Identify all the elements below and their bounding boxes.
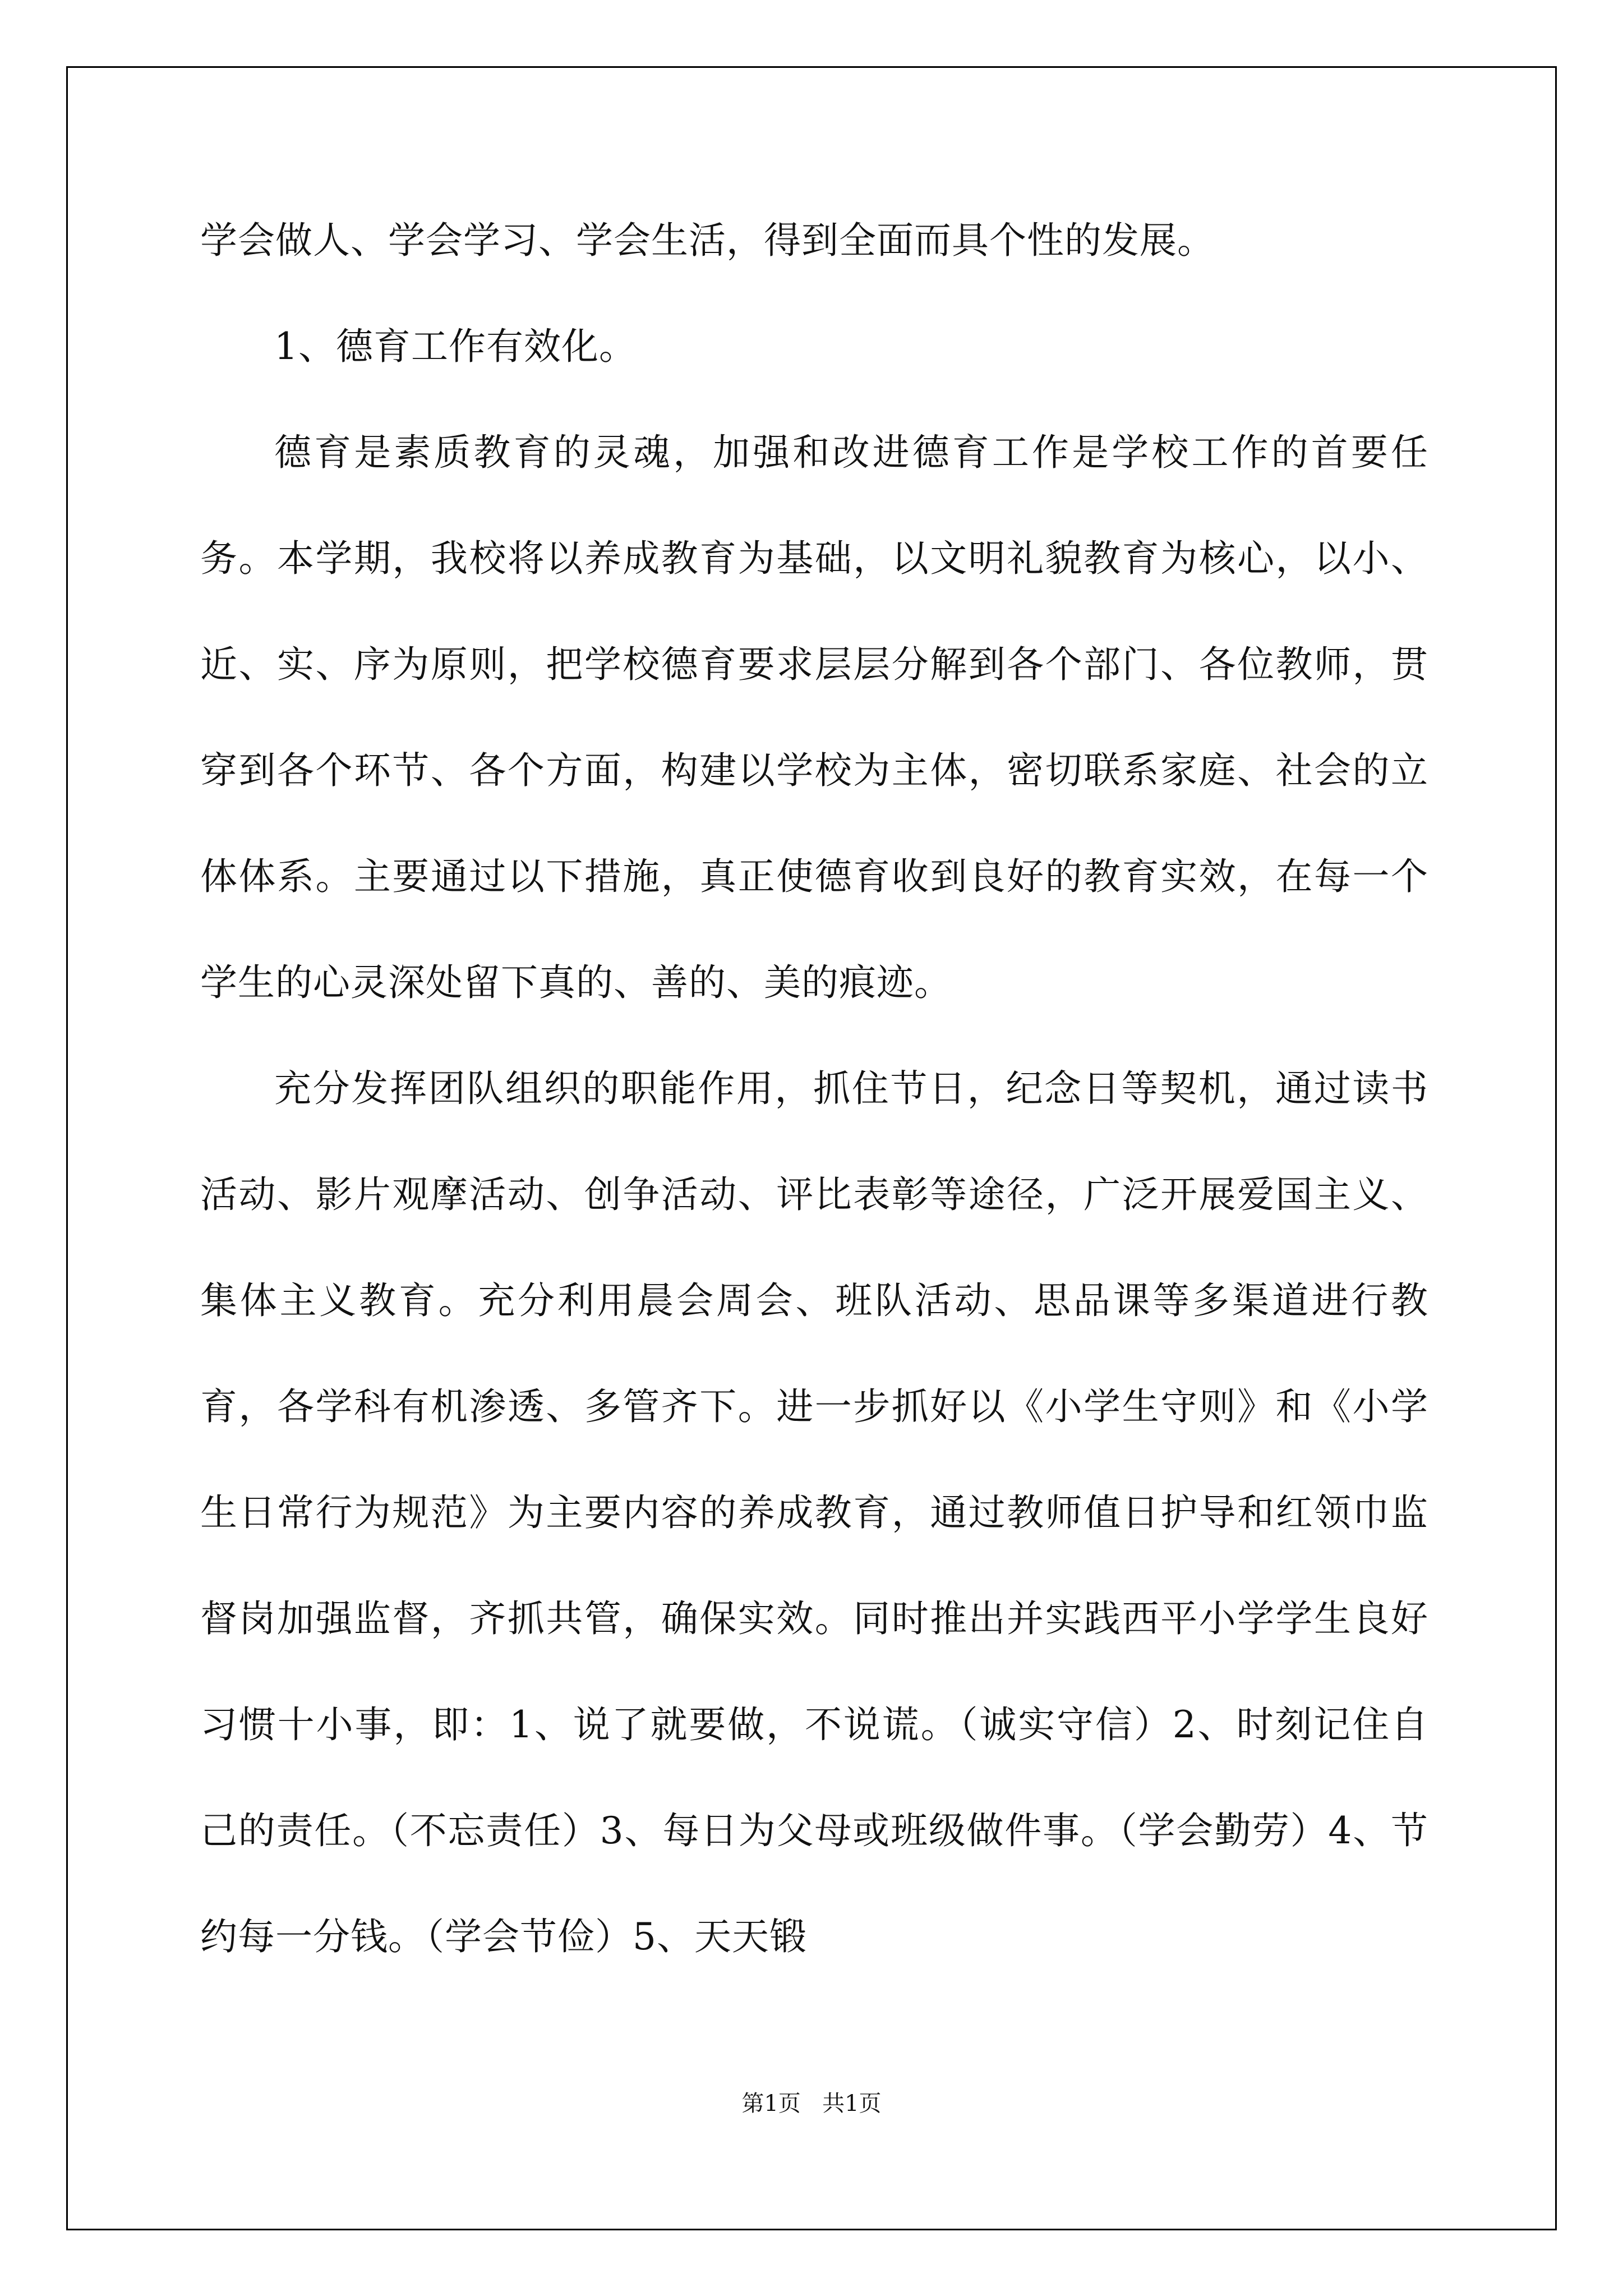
page-total: 共1页 [822,2091,882,2116]
section-heading: 1、德育工作有效化。 [274,325,637,368]
page-number: 第1页 [741,2091,801,2116]
paragraph-team-activities: 充分发挥团队组织的职能作用，抓住节日，纪念日等契机，通过读书活动、影片观摩活动、创争活动、评比表彰等途径，广泛开展爱国主义、集体主义教育。充分利用晨会周会、班队活动、思品课等多渠道进行教育，各学科有机渗透、多管齐下。进一步抓好以《小学生守则》和《小学生日常行为规范》为主要内容的养成教育，通过教师值日护导和红领巾监督岗加强监督，齐抓共管，确保实效。同时推出并实践西平小学学生良好习惯十小事，即：1、说了就要做，不说谎。（诚实守信）2、时刻记住自己的责任。（不忘责任）3、每日为父母或班级做件事。（学会勤劳）4、节约每一分钱。（学会节俭）5、天天锻 [200,1067,1428,1958]
document-body [200,187,1428,1990]
paragraph-continuation: 学会做人、学会学习、学会生活，得到全面而具个性的发展。 [200,219,1215,262]
paragraph-moral-education: 德育是素质教育的灵魂，加强和改进德育工作是学校工作的首要任务。本学期，我校将以养成教育为基础，以文明礼貌教育为核心，以小、近、实、序为原则，把学校德育要求层层分解到各个部门、各位教师，贯穿到各个环节、各个方面，构建以学校为主体，密切联系家庭、社会的立体体系。主要通过以下措施，真正使德育收到良好的教育实效，在每一个学生的心灵深处留下真的、善的、美的痕迹。 [200,431,1428,1004]
page-footer [0,2087,1623,2120]
